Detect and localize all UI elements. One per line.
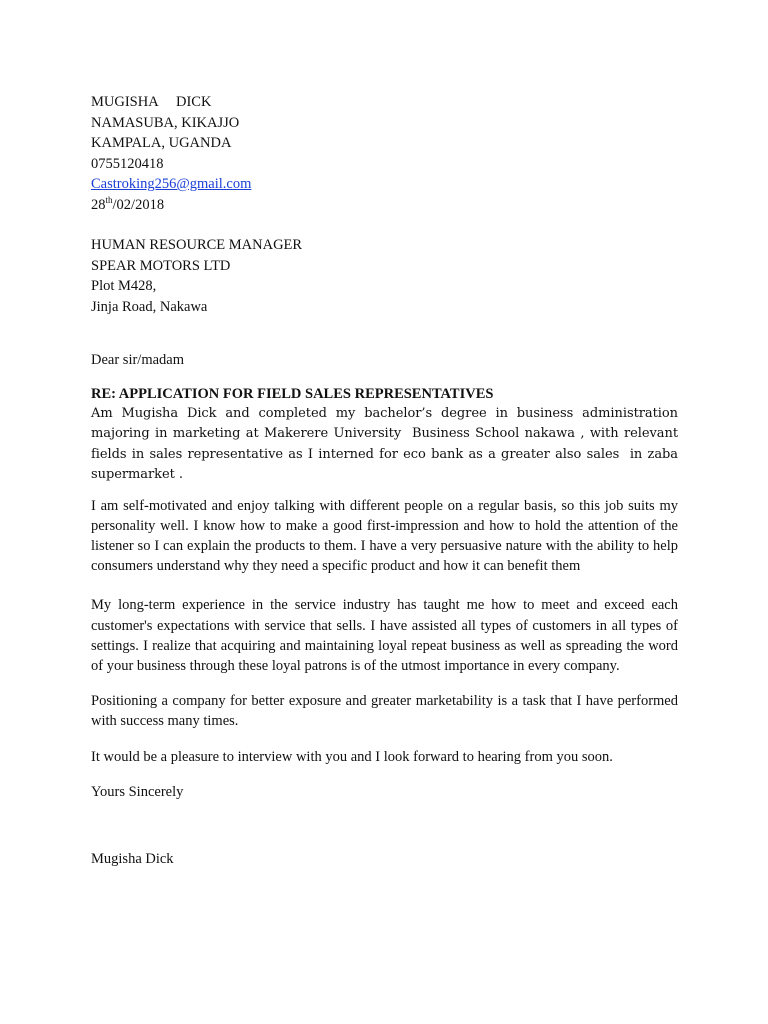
recipient-block [91, 235, 678, 317]
recipient-company: SPEAR MOTORS LTD [91, 257, 231, 274]
paragraph-positioning: Positioning a company for better exposure and greater marketability is a task that I have performed with success many times. [91, 693, 678, 730]
recipient-plot: Plot M428, [91, 278, 157, 294]
closing: Yours Sincerely [91, 783, 184, 800]
letter-date [91, 195, 678, 216]
date-suffix: th [105, 194, 113, 205]
sender-email-line [91, 174, 678, 195]
date-day: 28 [91, 196, 106, 213]
letter [91, 92, 683, 869]
sender-address-line1: NAMASUBA, KIKAJJO [91, 114, 240, 131]
sender-phone: 0755120418 [91, 155, 164, 172]
paragraph-intro: Am Mugisha Dick and completed my bachelor’s degree in business administration majoring in marketing at Makerere University Business School nakawa , with relevant fields in sales representative as I interned for eco bank as a greater also sales in zaba supermarket . [91, 405, 683, 482]
sender-email-link[interactable]: Castroking256@gmail.com [91, 176, 252, 192]
recipient-title: HUMAN RESOURCE MANAGER [91, 237, 303, 253]
recipient-road: Jinja Road, Nakawa [91, 298, 208, 315]
paragraph-experience: My long-term experience in the service industry has taught me how to meet and exceed each customer's expectations with service that sells. I have assisted all types of customers in all types of settings. I realize that acquiring and maintaining loyal repeat business as well as spreading the word of your business through these loyal patrons is of the utmost importance in every company. [91, 597, 678, 674]
salutation: Dear sir/madam [91, 352, 185, 368]
paragraph-interview: It would be a pleasure to interview with you and I look forward to hearing from you soon. [91, 748, 613, 765]
subject-heading: RE: APPLICATION FOR FIELD SALES REPRESENTATIVES [91, 385, 494, 402]
date-rest: /02/2018 [112, 196, 165, 213]
signature: Mugisha Dick [91, 850, 174, 867]
sender-address-line2: KAMPALA, UGANDA [91, 135, 232, 151]
sender-block [91, 92, 678, 215]
paragraph-personality: I am self-motivated and enjoy talking with different people on a regular basis, so this job suits my personality well. I know how to make a good first-impression and how to hold the attention of the listener so I can explain the products to them. I have a very persuasive nature with the ability to help consumers understand why they need a specific product and how it can benefit them [91, 497, 678, 575]
sender-name: MUGISHA DICK [91, 94, 212, 110]
